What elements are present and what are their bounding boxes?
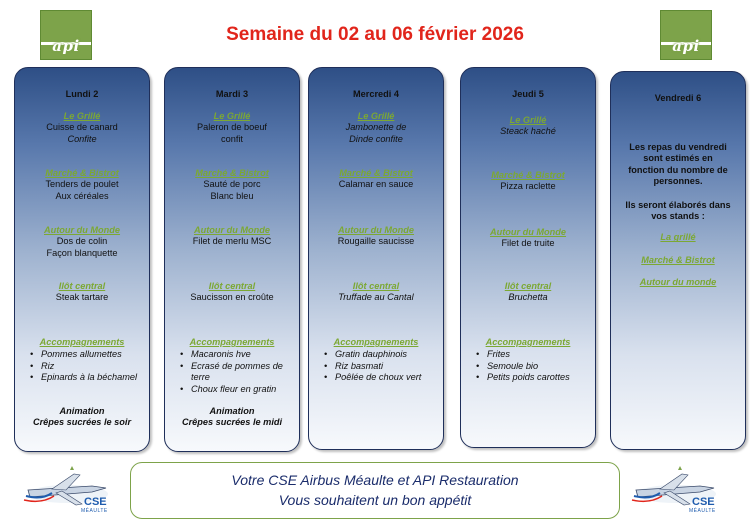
stand-label: Marché & Bistrot [339,168,413,178]
stand-label: Le Grillé [357,111,395,121]
list-item: • Riz basmati [321,361,439,372]
notice-line: Les repas du vendredi [629,142,727,152]
cse-label: CSE [84,496,107,508]
cse-logo-right [630,460,722,520]
day-column-vendredi [610,71,746,450]
list-item: • Frites [473,349,591,360]
dish-line: Sauté de porc [203,179,261,190]
dish-line: Filet de merlu MSC [192,236,272,247]
animation-text: Crêpes sucrées le midi [181,417,283,428]
dish-line: Aux céréales [55,190,109,201]
notice-line: Ils seront élaborés dans [625,199,731,210]
dish-line: Pizza raclette [500,181,556,192]
animation-title: Animation [209,406,255,416]
section-grill [461,115,595,138]
footer-line-2: Vous souhaitent un bon appétit [278,492,472,508]
list-item: • Petits poids carottes [473,372,591,383]
list-item: • Pommes allumettes [27,349,145,360]
cse-sub: MÉAULTE [689,508,716,514]
day-column-lundi [14,67,150,452]
stand-label: Marché & Bistrot [641,254,715,265]
dish-line: Bruchetta [508,292,548,303]
section-ilot [461,281,595,304]
stand-label: Autour du Monde [43,225,121,235]
dish-line: Dinde confite [349,133,403,144]
list-item: • Epinards à la béchamel [27,372,145,383]
list-item: • Poêlée de choux vert [321,372,439,383]
dish-line: Façon blanquette [46,247,118,258]
stand-label: Ilôt central [58,281,106,291]
notice-line: personnes. [653,176,703,187]
dish-line: Blanc bleu [210,190,254,201]
stand-label: Le Grillé [509,115,547,125]
cse-label: CSE [692,496,715,508]
day-title: Lundi 2 [65,89,99,99]
notice-line: sont estimés en [643,153,713,164]
stand-label: Accompagnements [39,337,125,347]
section-accompagnements [321,337,439,384]
day-column-mercredi [308,67,444,450]
section-bistrot [15,168,149,202]
dish-line: Steak tartare [55,292,109,303]
section-grill [165,111,299,145]
stand-label: Marché & Bistrot [491,170,565,180]
stand-label: Accompagnements [485,337,571,347]
day-title: Jeudi 5 [512,89,544,99]
section-monde [461,227,595,250]
notice-line: fonction du nombre de [628,164,728,175]
dish-line: Jambonette de [345,122,407,133]
section-animation [165,406,299,429]
dish-line: Paleron de boeuf [197,122,267,133]
dish-line: Tenders de poulet [45,179,119,190]
list-item: • Macaronis hve [177,349,295,360]
list-item: • Riz [27,361,145,372]
animation-text: Crêpes sucrées le soir [32,417,132,428]
stand-label: Ilôt central [504,281,552,291]
stand-label: Autour du Monde [193,225,271,235]
section-animation [15,406,149,429]
day-title: Mardi 3 [215,89,249,99]
section-monde [15,225,149,259]
day-column-jeudi [460,67,596,448]
dish-line: Dos de colin [56,236,108,247]
cse-logo-left [22,460,114,520]
stand-label: Marché & Bistrot [45,168,119,178]
dish-line: Saucisson en croûte [190,292,274,303]
section-accompagnements [473,337,591,384]
list-item: • Ecrasé de pommes de terre [177,361,295,384]
page-title: Semaine du 02 au 06 février 2026 [226,24,524,45]
dish-line: Cuisse de canard [46,122,118,133]
stand-label: Ilôt central [352,281,400,291]
section-bistrot [461,170,595,193]
dish-line: Confite [67,133,97,144]
stand-label: Le Grillé [63,111,101,121]
cse-sub: MÉAULTE [81,508,108,514]
section-grill [15,111,149,145]
dish-line: Rougaille saucisse [337,236,415,247]
list-item: • Choux fleur en gratin [177,384,295,395]
section-bistrot [309,168,443,191]
day-title: Mercredi 4 [353,89,399,99]
section-accompagnements [177,337,295,395]
stand-label: Le Grillé [213,111,251,121]
stand-label: Autour du Monde [337,225,415,235]
list-item: • Gratin dauphinois [321,349,439,360]
dish-line: Filet de truite [501,238,555,249]
stand-label: Autour du monde [639,277,717,288]
dish-line: Calamar en sauce [338,179,414,190]
section-accompagnements [27,337,145,384]
day-column-mardi [164,67,300,452]
dish-line: Steack haché [500,126,556,137]
side-list [27,349,145,383]
stand-label: Accompagnements [333,337,419,347]
friday-notice [617,142,739,289]
list-item: • Semoule bio [473,361,591,372]
stand-label: Marché & Bistrot [195,168,269,178]
stand-label: La grillé [660,232,696,243]
day-title: Vendredi 6 [654,93,702,103]
footer-line-1: Votre CSE Airbus Méaulte et API Restauration [231,472,519,488]
notice-line: vos stands : [651,211,705,222]
stand-label: Ilôt central [208,281,256,291]
api-logo-text: api [52,37,80,55]
section-monde [309,225,443,248]
section-monde [165,225,299,248]
dish-line: confit [221,133,243,144]
api-logo-text: api [672,37,700,55]
side-list [321,349,439,383]
section-ilot [15,281,149,304]
section-bistrot [165,168,299,202]
footer-message [130,462,620,519]
section-ilot [165,281,299,304]
stand-label: Accompagnements [189,337,275,347]
animation-title: Animation [59,406,105,416]
stand-label: Autour du Monde [489,227,567,237]
section-ilot [309,281,443,304]
section-grill [309,111,443,145]
side-list [177,349,295,395]
side-list [473,349,591,383]
dish-line: Truffade au Cantal [338,292,414,303]
